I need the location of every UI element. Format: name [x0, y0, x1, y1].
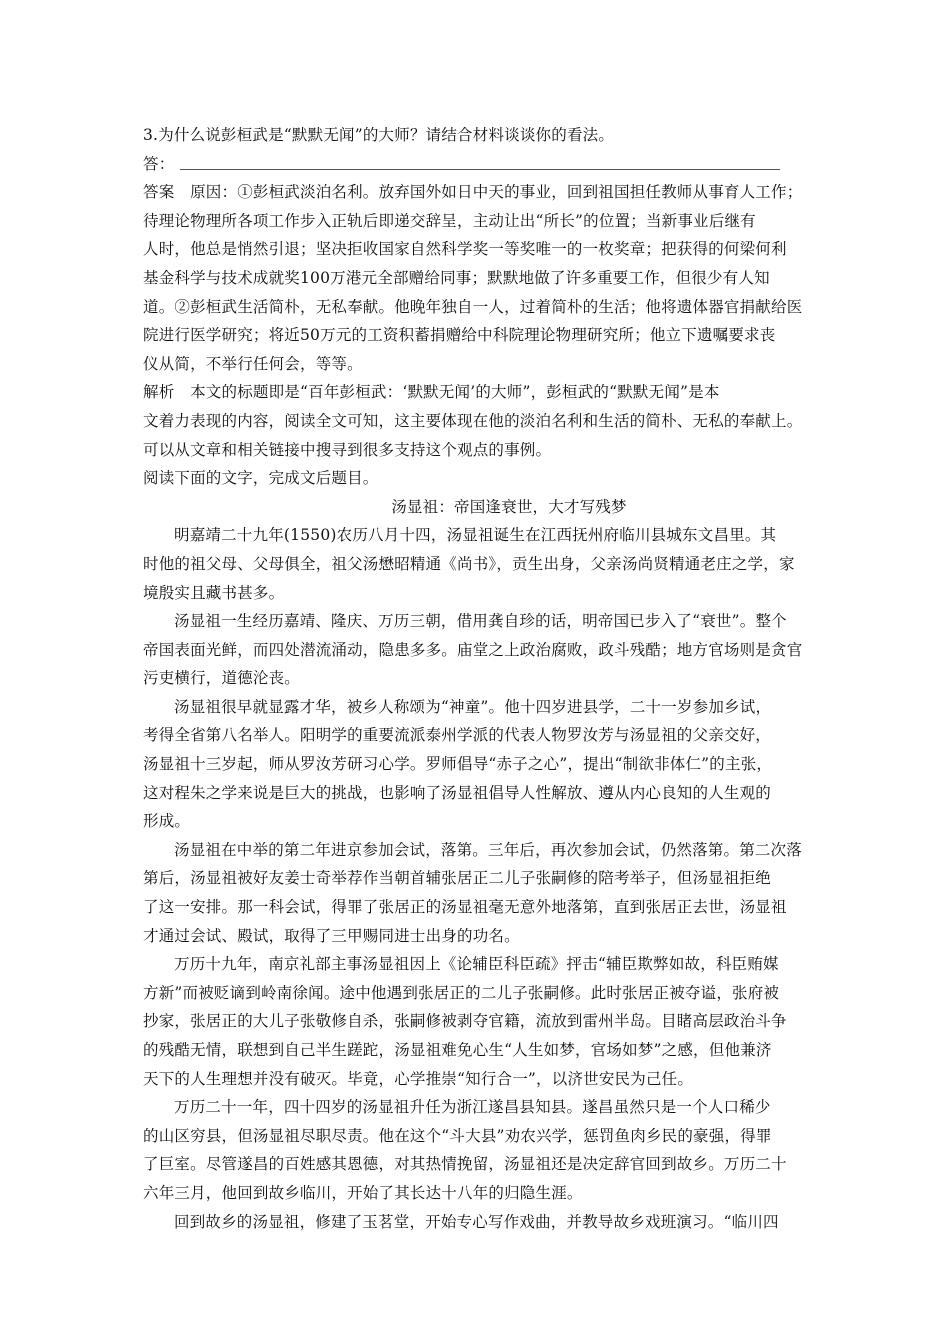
- article-paragraph: [143, 521, 823, 607]
- answer-line: 待理论物理所各项工作步入正轨后即递交辞呈，主动让出“所长”的位置；当新事业后继有: [143, 211, 756, 230]
- answer-line: 人时，他总是悄然引退；坚决拒收国家自然科学奖一等奖唯一的一枚奖章；把获得的何梁何利: [143, 240, 787, 259]
- answer-line: 基金科学与技术成就奖100万港元全部赠给同事；默默地做了许多重要工作，但很少有人知: [143, 268, 770, 287]
- paragraph-line: 考得全省第八名举人。阳明学的重要流派泰州学派的代表人物罗汝芳与汤显祖的父亲交好，: [143, 726, 772, 745]
- article-paragraph: [143, 693, 823, 836]
- answer-line: 仪从简，不举行任何会，等等。: [143, 354, 363, 373]
- paragraph-line: 才通过会试、殿试，取得了三甲赐同进士出身的功名。: [143, 926, 520, 945]
- reading-instruction: 阅读下面的文字，完成文后题目。: [143, 469, 379, 488]
- article-paragraph: [143, 1093, 823, 1207]
- analysis-line: 文着力表现的内容，阅读全文可知，这主要体现在他的淡泊名利和生活的简朴、无私的奉献上。: [143, 411, 803, 430]
- answer-underline: [180, 169, 780, 170]
- document-body: [143, 121, 823, 1236]
- answer-line: 院进行医学研究；将近50万元的工资积蓄捐赠给中科院理论物理研究所；他立下遗嘱要求丧: [143, 326, 776, 345]
- paragraph-line: 形成。: [143, 812, 191, 831]
- analysis-line: 解析 本文的标题即是“百年彭桓武：‘默默无闻’的大师”，彭桓武的“默默无闻”是本: [143, 383, 720, 402]
- article-paragraph: [143, 836, 823, 950]
- paragraph-line: 天下的人生理想并没有破灭。毕竟，心学推崇“知行合一”，以济世安民为己任。: [143, 1069, 694, 1088]
- analysis-block: [143, 378, 823, 464]
- paragraph-line: 方新”而被贬谪到岭南徐闻。途中他遇到张居正的二儿子张嗣修。此时张居正被夺谥，张府被: [143, 983, 780, 1002]
- article-paragraph: [143, 950, 823, 1093]
- answer-block: [143, 178, 823, 378]
- paragraph-line: 万历二十一年，四十四岁的汤显祖升任为浙江遂昌县知县。遂昌虽然只是一个人口稀少: [174, 1098, 771, 1117]
- paragraph-line: 污吏横行，道德沦丧。: [143, 669, 301, 688]
- paragraph-line: 汤显祖十三岁起，师从罗汝芳研习心学。罗师倡导“赤子之心”，提出“制欲非体仁”的主张，: [143, 755, 773, 774]
- paragraph-line: 汤显祖很早就显露才华，被乡人称颂为“神童”。他十四岁进县学，二十一岁参加乡试，: [174, 697, 772, 716]
- paragraph-line: 万历十九年，南京礼部主事汤显祖因上《论辅臣科臣疏》抨击“辅臣欺弊如故，科臣贿媒: [174, 955, 779, 974]
- paragraph-line: 了这一安排。那一科会试，得罪了张居正的汤显祖毫无意外地落第，直到张居正去世，汤显祖: [143, 898, 787, 917]
- paragraph-line: 汤显祖在中举的第二年进京参加会试，落第。三年后，再次参加会试，仍然落第。第二次落: [174, 840, 803, 859]
- paragraph-line: 的残酷无情，联想到自己半生蹉跎，汤显祖难免心生“人生如梦，官场如梦”之感，但他兼济: [143, 1041, 772, 1059]
- article-paragraph: [143, 1208, 823, 1237]
- paragraph-line: 了巨室。尽管遂昌的百姓感其恩德，对其热情挽留，汤显祖还是决定辞官回到故乡。万历二十: [143, 1155, 787, 1174]
- paragraph-line: 抄家，张居正的大儿子张敬修自杀，张嗣修被剥夺官籍，流放到雷州半岛。目睹高层政治斗争: [143, 1012, 787, 1031]
- answer-label: 答：: [143, 154, 175, 173]
- paragraph-line: 汤显祖一生经历嘉靖、隆庆、万历三朝，借用龚自珍的话，明帝国已步入了“衰世”。整个: [174, 612, 787, 631]
- paragraph-line: 第后，汤显祖被好友姜士奇举荐作当朝首辅张居正二儿子张嗣修的陪考举子，但汤显祖拒绝: [143, 869, 772, 888]
- answer-line: 答案 原因：①彭桓武淡泊名利。放弃国外如日中天的事业，回到祖国担任教师从事育人工作；: [143, 183, 803, 202]
- answer-blank[interactable]: [143, 150, 823, 179]
- paragraph-line: 时他的祖父母、父母俱全，祖父汤懋昭精通《尚书》，贡生出身，父亲汤尚贤精通老庄之学，家: [143, 554, 795, 573]
- paragraph-line: 帝国表面光鲜，而四处潜流涌动，隐患多多。庙堂之上政治腐败，政斗残酷；地方官场则是贪官: [143, 640, 803, 659]
- analysis-line: 可以从文章和相关链接中搜寻到很多支持这个观点的事例。: [143, 440, 552, 459]
- paragraph-line: 明嘉靖二十九年(1550)农历八月十四，汤显祖诞生在江西抚州府临川县城东文昌里。其: [174, 526, 777, 545]
- article-title: 汤显祖：帝国逢衰世，大才写残梦: [391, 497, 627, 516]
- paragraph-line: 六年三月，他回到故乡临川，开始了其长达十八年的归隐生涯。: [143, 1183, 583, 1202]
- paragraph-line: 的山区穷县，但汤显祖尽职尽责。他在这个“斗大县”劝农兴学，惩罚鱼肉乡民的豪强，得罪: [143, 1126, 772, 1145]
- paragraph-line: 境殷实且藏书甚多。: [143, 583, 285, 602]
- paragraph-line: 回到故乡的汤显祖，修建了玉茗堂，开始专心写作戏曲，并教导故乡戏班演习。“临川四: [174, 1212, 779, 1231]
- question-text: 3.为什么说彭桓武是“默默无闻”的大师？请结合材料谈谈你的看法。: [143, 126, 615, 144]
- article-paragraph: [143, 607, 823, 693]
- paragraph-line: 这对程朱之学来说是巨大的挑战，也影响了汤显祖倡导人性解放、遵从内心良知的人生观的: [143, 783, 772, 802]
- answer-line: 道。②彭桓武生活简朴，无私奉献。他晚年独自一人，过着简朴的生活；他将遗体器官捐献给医: [143, 297, 803, 316]
